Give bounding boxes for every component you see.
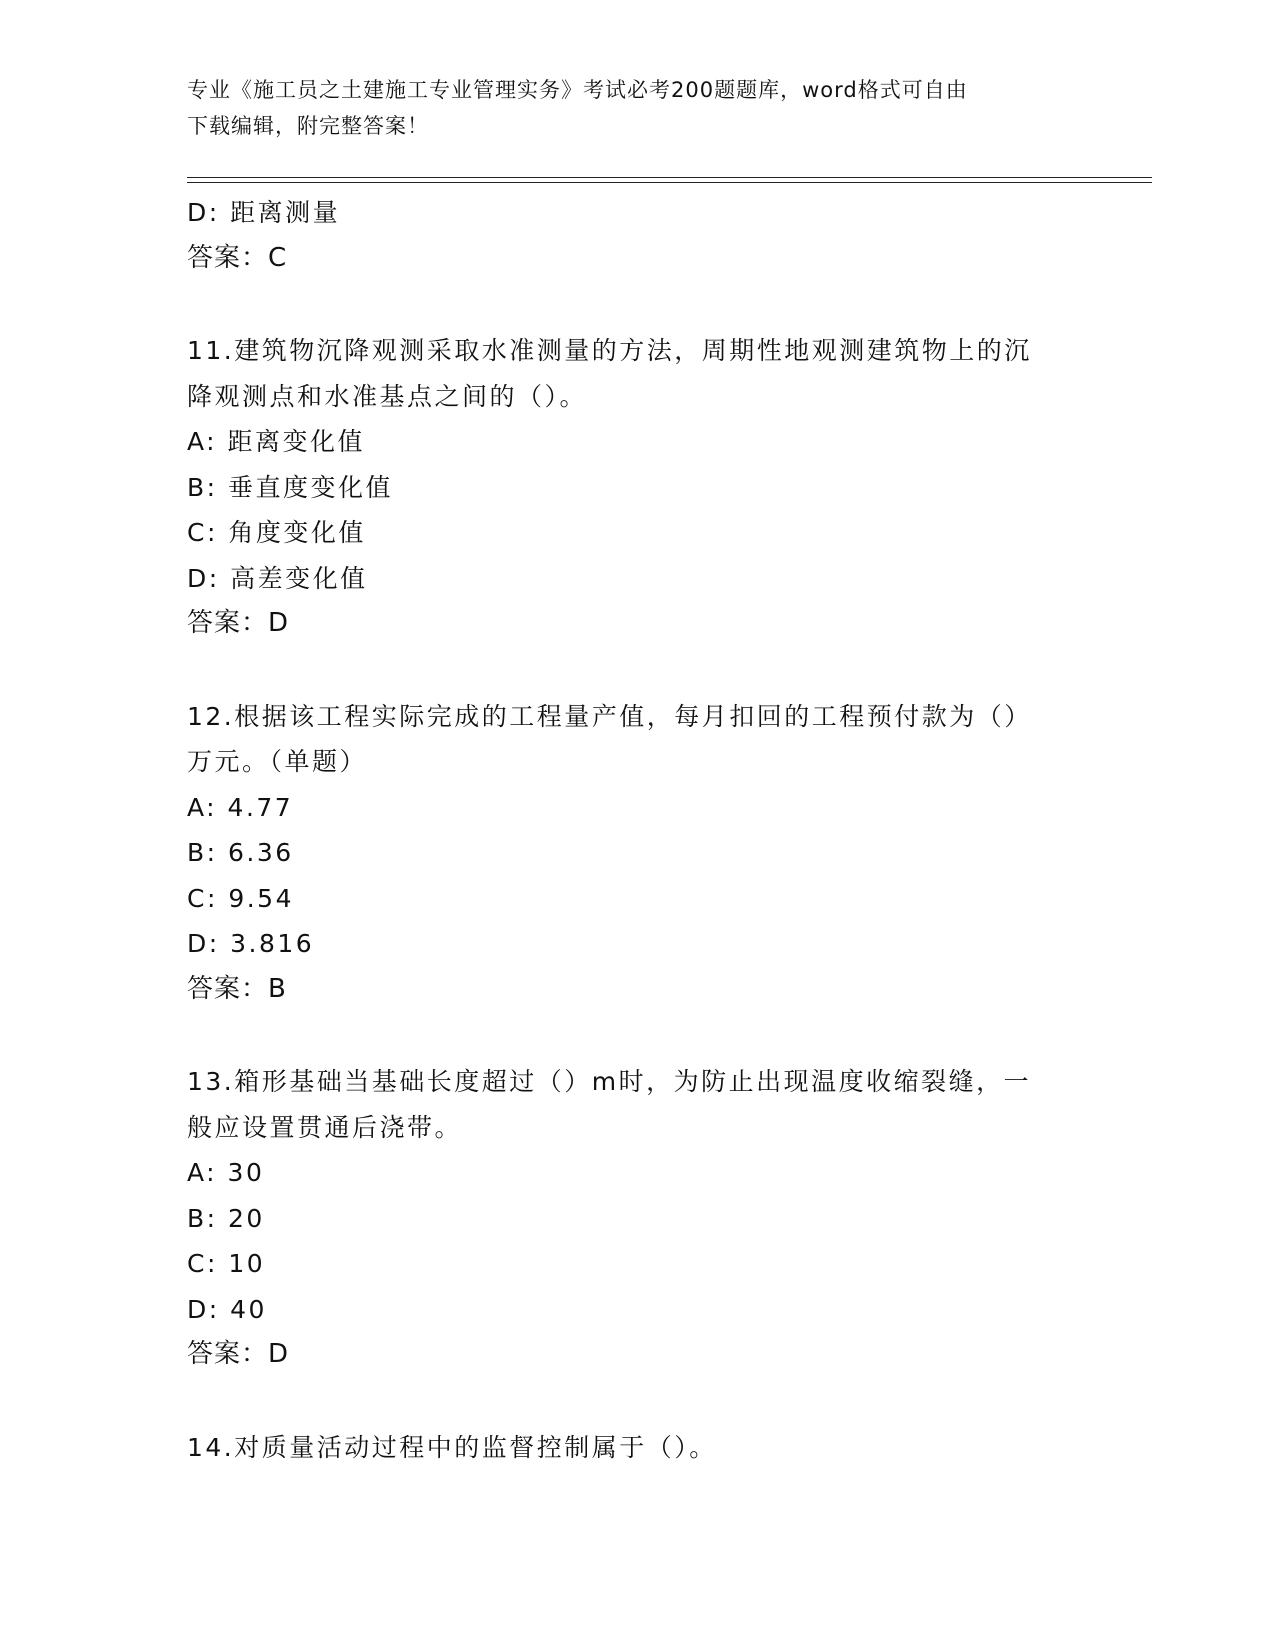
option-d: D: 3.816: [187, 929, 315, 958]
prev-answer: 答案：C: [187, 242, 288, 273]
option-a: A: 4.77: [187, 792, 294, 822]
header-line-1: 专业《施工员之土建施工专业管理实务》考试必考200题题库，word格式可自由: [187, 78, 968, 102]
question-text-cont: 般应设置贯通后浇带。: [187, 1112, 463, 1142]
question-14: [187, 1425, 1087, 1471]
question-text: 11.建筑物沉降观测采取水准测量的方法，周期性地观测建筑物上的沉: [187, 336, 1032, 365]
option-b: B: 20: [187, 1203, 265, 1233]
question-12: [187, 694, 1087, 1013]
option-d: D: 高差变化值: [187, 563, 368, 593]
header-divider-top: [187, 177, 1152, 178]
question-text: 12.根据该工程实际完成的工程量产值，每月扣回的工程预付款为（）: [187, 701, 1032, 731]
option-c: C: 10: [187, 1249, 266, 1278]
question-13: [187, 1059, 1087, 1378]
option-d: D: 40: [187, 1294, 267, 1324]
question-text: 14.对质量活动过程中的监督控制属于（）。: [187, 1432, 717, 1462]
header-divider-bottom: [187, 182, 1152, 183]
option-b: B: 垂直度变化值: [187, 472, 394, 502]
prev-option-d: D: 距离测量: [187, 198, 341, 227]
option-a: A: 30: [187, 1158, 265, 1187]
question-text-cont: 降观测点和水准基点之间的（）。: [187, 381, 588, 411]
question-list: [187, 190, 1087, 1470]
question-text-cont: 万元。（单题）: [187, 747, 368, 776]
header-line-2: 下载编辑，附完整答案！: [187, 114, 429, 138]
option-a: A: 距离变化值: [187, 427, 366, 456]
question-text: 13.箱形基础当基础长度超过（）m时，为防止出现温度收缩裂缝，一: [187, 1067, 1032, 1096]
option-c: C: 9.54: [187, 883, 294, 913]
document-header: [187, 72, 1067, 144]
question-11: [187, 328, 1087, 647]
answer: 答案：B: [187, 973, 287, 1004]
option-b: B: 6.36: [187, 838, 294, 867]
answer: 答案：D: [187, 1339, 290, 1369]
option-c: C: 角度变化值: [187, 518, 366, 547]
answer: 答案：D: [187, 608, 290, 638]
